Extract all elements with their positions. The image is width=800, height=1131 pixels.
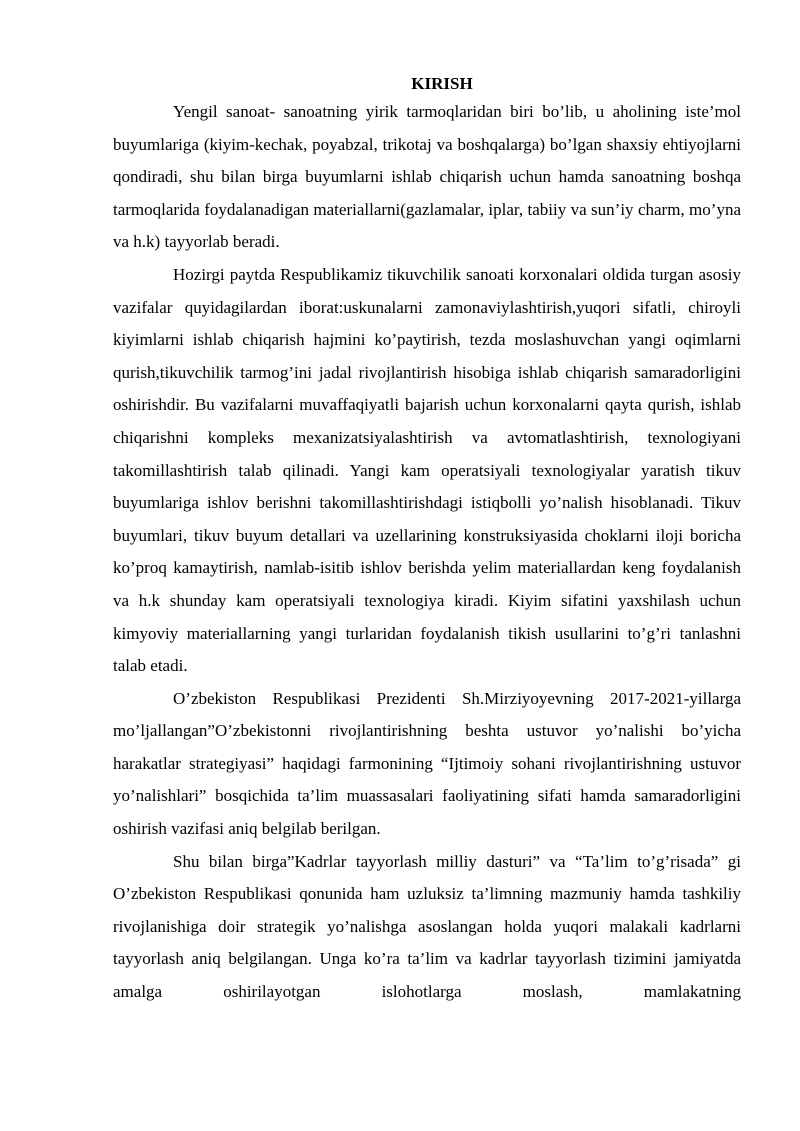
paragraph-4: Shu bilan birga”Kadrlar tayyorlash milliy dasturi” va “Ta’lim to’g’risada” gi O’zbekiston Respublikasi qonunida ham uzluksiz ta’limning mazmuniy hamda tashkiliy rivojlanishiga doir strategik yo’nalishga asoslangan holda yuqori malakali kadrlarni tayyorlash aniq belgilangan. Unga ko’ra ta’lim va kadrlar tayyorlash tizimini jamiyatda amalga oshirilayotgan islohotlarga moslash, mamlakatning [113,851,741,1002]
paragraph-3: O’zbekiston Respublikasi Prezidenti Sh.Mirziyoyevning 2017-2021-yillarga mo’ljallangan”O’zbekistonni rivojlantirishning beshta ustuvor yo’nalishi bo’yicha harakatlar strategiyasi” haqidagi farmonining “Ijtimoiy sohani rivojlantirishning ustuvor yo’nalishlari” bosqichida ta’lim muassasalari faoliyatining sifati hamda samaradorligini oshirish vazifasi aniq belgilab berilgan. [113,688,741,839]
document-page [113,70,741,1009]
document-title: KIRISH [411,74,473,93]
paragraph-2: Hozirgi paytda Respublikamiz tikuvchilik sanoati korxonalari oldida turgan asosiy vazifalar quyidagilardan iborat:uskunalarni zamonaviylashtirish,yuqori sifatli, chiroyli kiyimlarni ishlab chiqarish hajmini ko’paytirish, tezda moslashuvchan yangi oqimlarni qurish,tikuvchilik tarmog’ini jadal rivojlantirish hisobiga ishlab chiqarish samaradorligini oshirishdir. Bu vazifalarni muvaffaqiyatli bajarish uchun korxonalarni qayta qurish, ishlab chiqarishni kompleks mexanizatsiyalashtirish va avtomatlashtirish, texnologiyani takomillashtirish talab qilinadi. Yangi kam operatsiyali texnologiyalar yaratish tikuv buyumlariga ishlov berishni takomillashtirishdagi istiqbolli yo’nalish hisoblanadi. Tikuv buyumlari, tikuv buyum detallari va uzellarining konstruksiyasida choklarni iloji boricha ko’proq kamaytirish, namlab-isitib ishlov berishda yelim materiallardan keng foydalanish va h.k shunday kam operatsiyali texnologiya kiradi. Kiyim sifatini yaxshilash uchun kimyoviy materiallarning yangi turlaridan foydalanish tikish usullarini to’g’ri tanlashni talab etadi. [113,264,741,676]
paragraph-1: Yengil sanoat- sanoatning yirik tarmoqlaridan biri bo’lib, u aholining iste’mol buyumlariga (kiyim-kechak, poyabzal, trikotaj va boshqalarga) bo’lgan shaxsiy ehtiyojlarni qondiradi, shu bilan birga buyumlarni ishlab chiqarish uchun hamda sanoatning boshqa tarmoqlarida foydalanadigan materiallarni(gazlamalar, iplar, tabiiy va sun’iy charm, mo’yna va h.k) tayyorlab beradi. [113,102,741,252]
